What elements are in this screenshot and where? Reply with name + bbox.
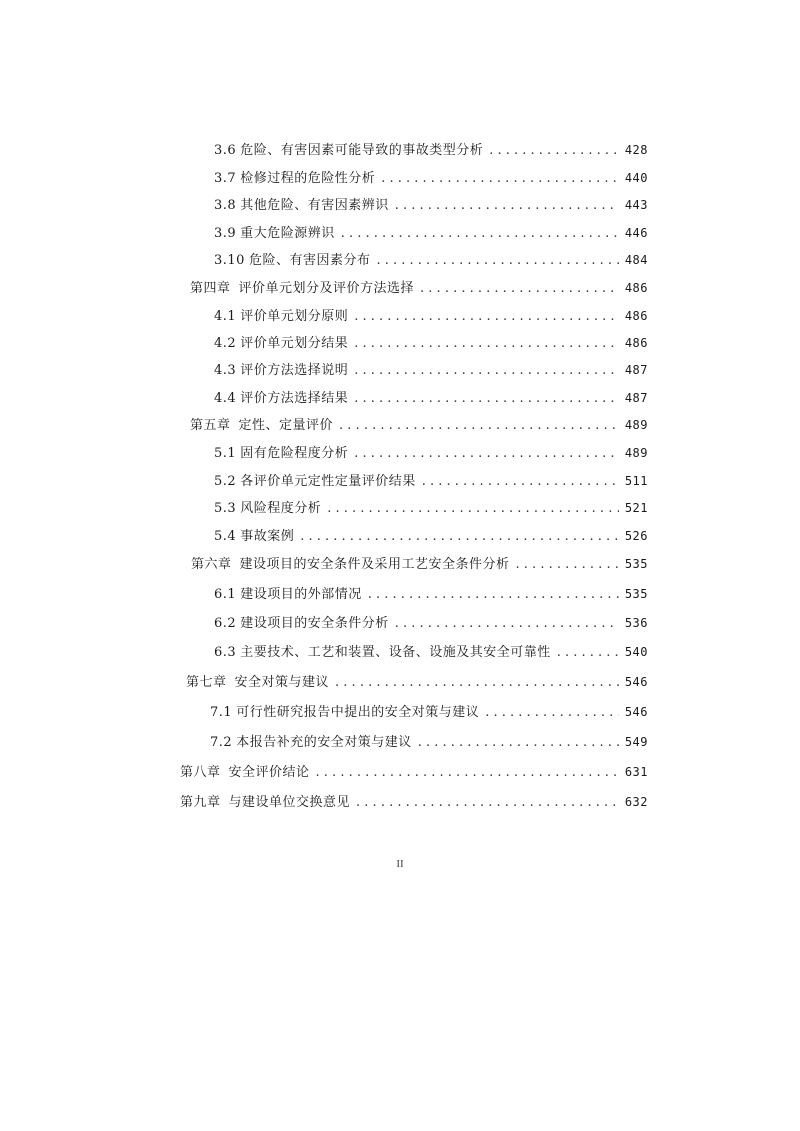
toc-entry-title: 安全对策与建议 (234, 675, 330, 690)
toc-entry-title: 评价单元划分原则 (240, 309, 349, 324)
toc-entry-number: 5.2 (214, 474, 237, 489)
toc-chapter-entry (191, 553, 648, 577)
toc-dot-leader (418, 735, 619, 750)
toc-entry-number: 6.1 (214, 587, 237, 602)
toc-entry-page: 511 (624, 474, 648, 488)
toc-dot-leader (395, 198, 619, 213)
toc-entry-number: 3.9 (214, 226, 237, 241)
toc-entry-number: 第五章 (190, 418, 231, 433)
toc-section-entry (214, 470, 648, 494)
toc-dot-leader (335, 675, 619, 690)
toc-entry-page: 631 (624, 765, 648, 779)
toc-dot-leader (557, 645, 619, 660)
toc-entry-page: 487 (624, 391, 648, 405)
toc-dot-leader (368, 587, 619, 602)
toc-entry-page: 536 (624, 616, 648, 630)
toc-section-entry (214, 442, 648, 466)
toc-entry-title: 主要技术、工艺和装置、设备、设施及其安全可靠性 (240, 645, 551, 660)
toc-section-entry (210, 701, 648, 725)
toc-section-entry (214, 305, 648, 329)
toc-entry-title: 评价单元划分及评价方法选择 (238, 281, 415, 296)
toc-entry-number: 3.10 (214, 253, 245, 268)
toc-section-entry (214, 332, 648, 356)
toc-entry-title: 检修过程的危险性分析 (240, 171, 376, 186)
toc-entry-page: 526 (624, 529, 648, 543)
toc-section-entry (214, 641, 648, 665)
toc-section-entry (214, 249, 648, 273)
toc-dot-leader (420, 281, 619, 296)
toc-section-entry (214, 222, 648, 246)
toc-entry-page: 428 (624, 143, 648, 157)
toc-entry-page: 540 (624, 645, 648, 659)
toc-entry-page: 549 (624, 735, 648, 749)
toc-dot-leader (354, 336, 619, 351)
toc-entry-title: 可行性研究报告中提出的安全对策与建议 (236, 705, 480, 720)
toc-entry-title: 重大危险源辨识 (240, 226, 335, 241)
toc-section-entry (214, 194, 648, 218)
toc-entry-number: 3.7 (214, 171, 237, 186)
toc-entry-page: 443 (624, 198, 648, 212)
toc-entry-page: 486 (624, 281, 648, 295)
toc-dot-leader (341, 226, 619, 241)
toc-entry-title: 风险程度分析 (240, 501, 322, 516)
toc-entry-title: 与建设单位交换意见 (228, 795, 351, 810)
toc-entry-number: 4.2 (214, 336, 237, 351)
toc-entry-page: 489 (624, 446, 648, 460)
toc-entry-page: 484 (624, 253, 648, 267)
toc-entry-number: 5.4 (214, 529, 237, 544)
toc-entry-page: 535 (624, 557, 648, 571)
toc-entry-title: 各评价单元定性定量评价结果 (240, 474, 416, 489)
toc-entry-number: 6.3 (214, 645, 237, 660)
toc-entry-title: 本报告补充的安全对策与建议 (236, 735, 412, 750)
toc-dot-leader (381, 171, 619, 186)
toc-entry-page: 489 (624, 418, 648, 432)
toc-entry-page: 487 (624, 363, 648, 377)
toc-entry-number: 3.8 (214, 198, 237, 213)
toc-entry-title: 危险、有害因素可能导致的事故类型分析 (240, 143, 484, 158)
toc-chapter-entry (186, 671, 648, 695)
toc-dot-leader (339, 418, 619, 433)
toc-dot-leader (376, 253, 618, 268)
toc-section-entry (210, 731, 648, 755)
toc-entry-page: 486 (624, 336, 648, 350)
toc-entry-number: 第四章 (190, 281, 231, 296)
toc-entry-number: 4.1 (214, 309, 237, 324)
toc-entry-page: 546 (624, 705, 648, 719)
toc-entry-page: 521 (624, 501, 648, 515)
toc-entry-page: 535 (624, 587, 648, 601)
toc-dot-leader (516, 557, 619, 572)
toc-entry-title: 危险、有害因素分布 (248, 253, 371, 268)
toc-section-entry (214, 387, 648, 411)
toc-entry-number: 3.6 (214, 143, 237, 158)
toc-entry-title: 其他危险、有害因素辨识 (240, 198, 389, 213)
toc-entry-page: 440 (624, 171, 648, 185)
toc-entry-number: 7.1 (210, 705, 233, 720)
toc-entry-page: 632 (624, 795, 648, 809)
toc-section-entry (214, 525, 648, 549)
toc-entry-title: 建设项目的外部情况 (240, 587, 362, 602)
toc-dot-leader (354, 446, 619, 461)
toc-section-entry (214, 612, 648, 636)
toc-dot-leader (485, 705, 619, 720)
toc-dot-leader (422, 474, 619, 489)
toc-chapter-entry (190, 277, 648, 301)
toc-section-entry (214, 583, 648, 607)
toc-entry-page: 546 (624, 675, 648, 689)
toc-entry-title: 评价方法选择说明 (240, 363, 349, 378)
toc-chapter-entry (180, 791, 648, 815)
toc-entry-number: 5.1 (214, 446, 237, 461)
toc-entry-number: 第七章 (186, 675, 227, 690)
toc-chapter-entry (180, 761, 648, 785)
toc-entry-number: 7.2 (210, 735, 233, 750)
toc-entry-title: 定性、定量评价 (238, 418, 334, 433)
toc-entry-title: 评价单元划分结果 (240, 336, 349, 351)
toc-entry-title: 固有危险程度分析 (240, 446, 349, 461)
toc-section-entry (214, 139, 648, 163)
toc-dot-leader (354, 363, 619, 378)
toc-dot-leader (327, 501, 619, 516)
toc-entry-title: 安全评价结论 (228, 765, 310, 780)
toc-entry-number: 6.2 (214, 616, 237, 631)
toc-section-entry (214, 167, 648, 191)
toc-dot-leader (316, 765, 619, 780)
toc-entry-title: 建设项目的安全条件分析 (240, 616, 389, 631)
toc-entry-number: 4.3 (214, 363, 237, 378)
toc-entry-title: 评价方法选择结果 (240, 391, 349, 406)
toc-dot-leader (354, 309, 619, 324)
page-number: II (396, 858, 404, 870)
toc-section-entry (214, 359, 648, 383)
toc-entry-page: 486 (624, 309, 648, 323)
toc-entry-title: 事故案例 (240, 529, 295, 544)
toc-section-entry (214, 497, 648, 521)
toc-dot-leader (489, 143, 619, 158)
toc-entry-page: 446 (624, 226, 648, 240)
toc-dot-leader (300, 529, 619, 544)
toc-dot-leader (354, 391, 619, 406)
toc-entry-number: 第六章 (191, 557, 232, 572)
toc-dot-leader (395, 616, 619, 631)
toc-entry-number: 4.4 (214, 391, 237, 406)
toc-dot-leader (356, 795, 619, 810)
toc-entry-number: 第九章 (180, 795, 221, 810)
toc-entry-number: 第八章 (180, 765, 221, 780)
toc-chapter-entry (190, 414, 648, 438)
toc-entry-title: 建设项目的安全条件及采用工艺安全条件分析 (239, 557, 510, 572)
toc-entry-number: 5.3 (214, 501, 237, 516)
